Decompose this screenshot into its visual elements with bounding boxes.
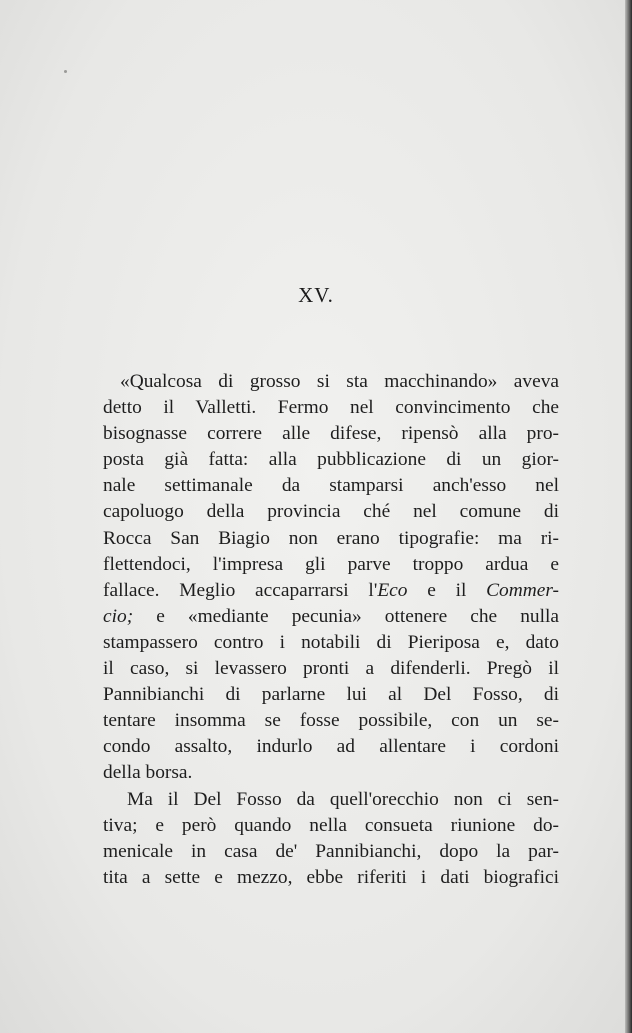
text-segment: e «mediante pecunia» ottenere che nulla [133, 605, 559, 627]
italic-title-eco: Eco [377, 579, 408, 601]
text-line: tentare insomma se fosse possibile, con un se- [103, 710, 559, 732]
text-line: Rocca San Biagio non erano tipografie: ma ri- [103, 527, 559, 549]
text-line: tiva; e però quando nella consueta riunione do- [103, 814, 559, 836]
page-edge-shadow [625, 0, 632, 1033]
text-segment: e il [407, 579, 487, 601]
paper-speck [64, 70, 67, 73]
text-segment: fallace. Meglio accaparrarsi l' [103, 579, 378, 601]
text-line: «Qualcosa di grosso si sta macchinando» aveva [120, 371, 559, 392]
text-line: capoluogo della provincia ché nel comune di [103, 501, 559, 523]
text-line: il caso, si levassero pronti a difenderli. Pregò il [103, 658, 559, 680]
text-line: condo assalto, indurlo ad allentare i cordoni [103, 736, 559, 758]
text-line: Ma il Del Fosso da quell'orecchio non ci sen- [127, 788, 559, 810]
text-line: detto il Valletti. Fermo nel convincimento che [103, 397, 559, 419]
text-line: stampassero contro i notabili di Pieriposa e, dato [103, 631, 559, 653]
text-line-with-italics [103, 604, 559, 630]
italic-title-commercio-end: cio; [103, 605, 134, 627]
body-text [103, 369, 559, 891]
text-line: posta già fatta: alla pubblicazione di un gior- [103, 449, 559, 471]
italic-title-commercio: Commer- [486, 579, 559, 601]
text-line-with-italics [103, 578, 559, 604]
text-line: nale settimanale da stamparsi anch'esso nel [103, 475, 559, 497]
chapter-title: XV. [298, 283, 334, 307]
text-line: menicale in casa de' Pannibianchi, dopo la par- [103, 840, 559, 862]
text-line: Pannibianchi di parlarne lui al Del Fosso, di [103, 684, 559, 706]
text-line: tita a sette e mezzo, ebbe riferiti i dati biografici [103, 866, 559, 888]
text-line: bisognasse correre alle difese, ripensò alla pro- [103, 423, 559, 445]
text-line: flettendoci, l'impresa gli parve troppo ardua e [103, 553, 559, 575]
text-line: della borsa. [103, 762, 193, 784]
